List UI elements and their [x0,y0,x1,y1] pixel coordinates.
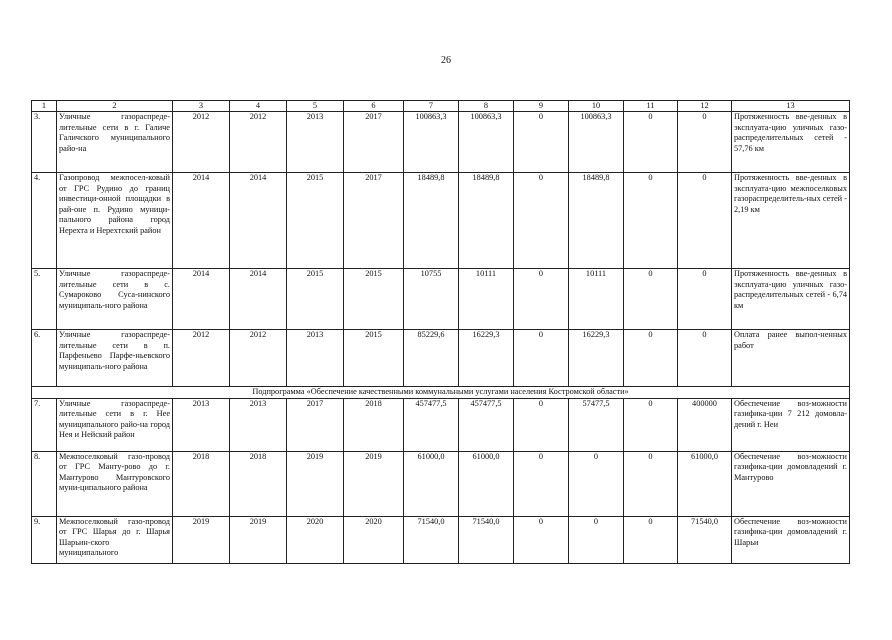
table-cell: 2015 [287,173,344,269]
table-cell: Уличные газораспреде-лительные сети в п. Парфеньево Парфе-ньевского муниципаль-ного района [57,330,173,387]
table-cell: 2014 [230,269,287,330]
table-cell: 2015 [287,269,344,330]
table-cell: 0 [678,330,732,387]
table-cell: 0 [678,173,732,269]
col-header: 4 [230,101,287,112]
col-header: 2 [57,101,173,112]
table-cell: 0 [624,112,678,173]
table-cell: 2019 [344,451,404,516]
table-cell: Уличные газораспреде-лительные сети в с. Сумароково Суса-нинского муниципаль-ного района [57,269,173,330]
table-cell: 5. [32,269,57,330]
table-cell: 2013 [173,398,230,451]
table-cell: 4. [32,173,57,269]
table-row [32,516,850,563]
table-cell: Уличные газораспреде-лительные сети в г. Нее муниципального райо-на город Нея и Нейский район [57,398,173,451]
table-cell: Оплата ранее выпол-ненных работ [732,330,850,387]
table-cell: Протяженность вве-денных в эксплуата-цию уличных газо-распределительных сетей - 57,76 км [732,112,850,173]
table-cell: 2018 [173,451,230,516]
table-row [32,173,850,269]
table-cell: 0 [569,451,624,516]
table-cell: 57477,5 [569,398,624,451]
table-cell: 0 [569,516,624,563]
table-cell: 2012 [230,330,287,387]
table-cell: 0 [624,516,678,563]
table-cell: 0 [514,269,569,330]
table-cell: 10111 [569,269,624,330]
table-cell: Протяженность вве-денных в эксплуата-цию уличных газо-распределительных сетей - 6,74 км [732,269,850,330]
table-cell: 0 [624,451,678,516]
table-cell: 0 [514,451,569,516]
table-cell: 2018 [344,398,404,451]
table-cell: 0 [514,330,569,387]
table-cell: 7. [32,398,57,451]
table-cell: 2019 [230,516,287,563]
table-cell: 2014 [173,269,230,330]
table-cell: 61000,0 [678,451,732,516]
table-cell: 0 [624,330,678,387]
subprogram-title: Подпрограмма «Обеспечение качественными коммунальными услугами населения Костромской области» [32,387,850,399]
col-header: 3 [173,101,230,112]
table-cell: 2020 [344,516,404,563]
table-cell: 2015 [344,330,404,387]
table-cell: 10111 [459,269,514,330]
table-cell: 2013 [287,112,344,173]
table-cell: 2019 [173,516,230,563]
table-row [32,398,850,451]
table-cell: 2014 [173,173,230,269]
table-cell: 457477,5 [404,398,459,451]
col-header: 5 [287,101,344,112]
table-cell: 100863,3 [569,112,624,173]
table-cell: 61000,0 [459,451,514,516]
table-cell: 0 [514,173,569,269]
table-cell: 16229,3 [459,330,514,387]
table-cell: 0 [678,112,732,173]
table-cell: 18489,8 [404,173,459,269]
table-cell: 0 [624,269,678,330]
table-cell: 61000,0 [404,451,459,516]
table-cell: 71540,0 [459,516,514,563]
table-cell: Межпоселковый газо-провод от ГРС Манту-рово до г. Мантурово Мантуровского муни-ципального района [57,451,173,516]
table-cell: 0 [624,398,678,451]
table-cell: 2017 [344,112,404,173]
table-cell: 0 [678,269,732,330]
table-cell: 2019 [287,451,344,516]
col-header: 11 [624,101,678,112]
page-number: 26 [441,55,451,66]
col-header: 12 [678,101,732,112]
table-cell: 16229,3 [569,330,624,387]
table-cell: 2013 [287,330,344,387]
col-header: 13 [732,101,850,112]
table-cell: 400000 [678,398,732,451]
table-cell: 71540,0 [678,516,732,563]
table-row [32,330,850,387]
table-cell: 0 [624,173,678,269]
table-cell: 85229,6 [404,330,459,387]
table-cell: Обеспечение воз-можности газифика-ции 7 212 домовла-дений г. Неи [732,398,850,451]
table-cell: 457477,5 [459,398,514,451]
table-cell: Межпоселковый газо-провод от ГРС Шарья до г. Шарья Шарьин-ского муниципального [57,516,173,563]
col-header: 10 [569,101,624,112]
table-cell: 0 [514,398,569,451]
table-cell: Уличные газораспреде-лительные сети в г. Галиче Галичского муниципального райо-на [57,112,173,173]
table-cell: 2013 [230,398,287,451]
table-cell: 2012 [173,330,230,387]
table-row [32,112,850,173]
table-cell: 2018 [230,451,287,516]
table-cell: 2012 [230,112,287,173]
col-header: 8 [459,101,514,112]
table-cell: 18489,8 [569,173,624,269]
table-cell: Газопровод межпосел-ковый от ГРС Рудино до границ инвестици-онной площадки в рай-оне п. Рудино муници-пального района город Нерехта и Нерехтский район [57,173,173,269]
column-number-row [32,101,850,112]
table-cell: 0 [514,516,569,563]
table-cell: 2020 [287,516,344,563]
table-cell: Обеспечение воз-можности газифика-ции домовладений г. Мантурово [732,451,850,516]
col-header: 6 [344,101,404,112]
table-cell: 0 [514,112,569,173]
table-cell: 2014 [230,173,287,269]
program-table [31,100,850,564]
col-header: 7 [404,101,459,112]
table-row [32,269,850,330]
subprogram-row [32,387,850,399]
table-row [32,451,850,516]
table-cell: 2017 [344,173,404,269]
table-cell: 100863,3 [404,112,459,173]
table-cell: 6. [32,330,57,387]
table-cell: 71540,0 [404,516,459,563]
col-header: 9 [514,101,569,112]
table-cell: 9. [32,516,57,563]
table-cell: 18489,8 [459,173,514,269]
col-header: 1 [32,101,57,112]
table-cell: Обеспечение воз-можности газифика-ции домовладений г. Шарьи [732,516,850,563]
table-cell: 100863,3 [459,112,514,173]
table-cell: 10755 [404,269,459,330]
table-cell: 2015 [344,269,404,330]
table-cell: 3. [32,112,57,173]
table-cell: Протяженность вве-денных в эксплуата-цию межпоселковых газораспределитель-ных сетей - 2,19 км [732,173,850,269]
table-cell: 2017 [287,398,344,451]
table-cell: 2012 [173,112,230,173]
table-cell: 8. [32,451,57,516]
